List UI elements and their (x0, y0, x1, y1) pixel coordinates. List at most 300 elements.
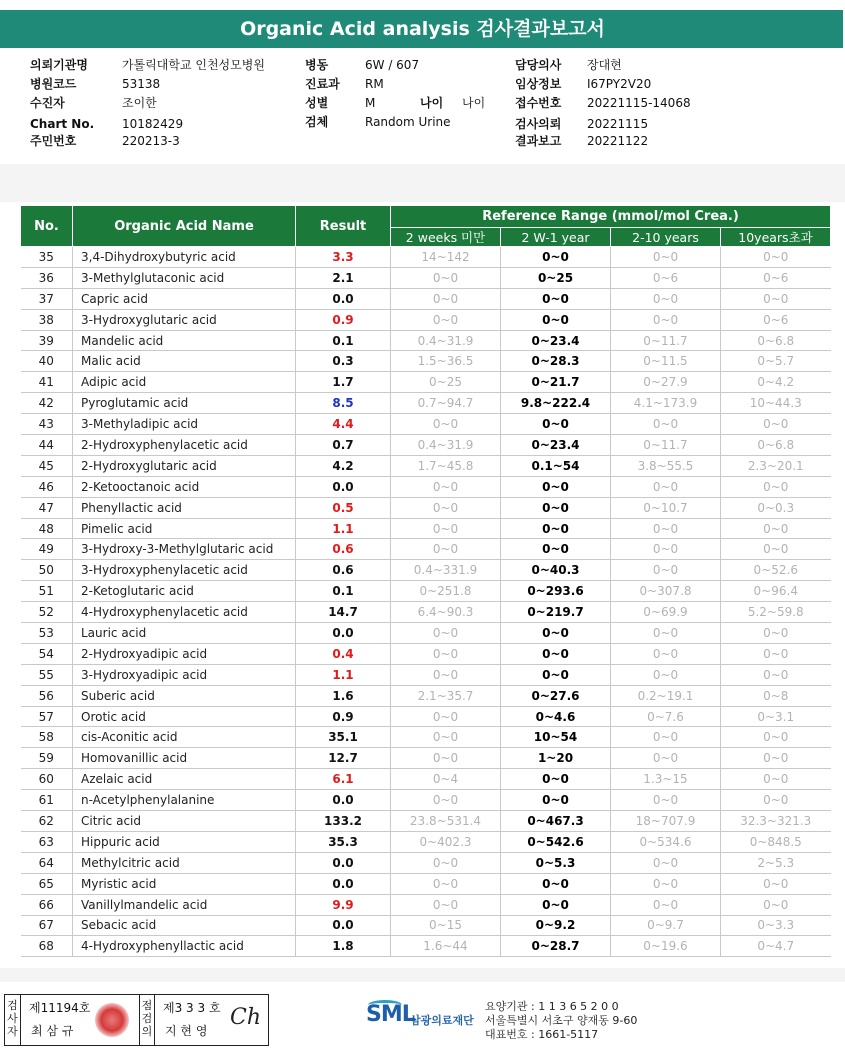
range-2w-1year: 0~27.6 (501, 685, 611, 706)
range-2weeks: 14~142 (391, 247, 501, 268)
table-row (21, 435, 831, 456)
acid-name: 2-Hydroxyglutaric acid (73, 455, 296, 476)
signature-box (4, 994, 269, 1046)
range-10years-plus: 0~0 (721, 748, 831, 769)
range-10years-plus: 0~0 (721, 288, 831, 309)
logo-mark: SML (366, 1002, 415, 1027)
row-number: 56 (21, 685, 73, 706)
report-footer (0, 990, 845, 1050)
range-10years-plus: 0~52.6 (721, 560, 831, 581)
result-value: 0.0 (296, 915, 391, 936)
table-row (21, 476, 831, 497)
result-value: 0.6 (296, 560, 391, 581)
result-value: 0.5 (296, 497, 391, 518)
range-10years-plus: 2~5.3 (721, 852, 831, 873)
range-2-10years: 0~0 (611, 727, 721, 748)
acid-name: Malic acid (73, 351, 296, 372)
info-value: 가톨릭대학교 인천성모병원 (122, 58, 265, 72)
table-row (21, 769, 831, 790)
header-result: Result (296, 206, 391, 247)
range-2weeks: 0~402.3 (391, 831, 501, 852)
result-value: 0.0 (296, 623, 391, 644)
result-value: 2.1 (296, 267, 391, 288)
info-value: 10182429 (122, 117, 184, 131)
table-row (21, 581, 831, 602)
table-row (21, 414, 831, 435)
row-number: 41 (21, 372, 73, 393)
range-2weeks: 0~0 (391, 894, 501, 915)
range-2w-1year: 0~0 (501, 518, 611, 539)
range-2weeks: 0.7~94.7 (391, 393, 501, 414)
range-2w-1year: 0~293.6 (501, 581, 611, 602)
table-row (21, 790, 831, 811)
range-2-10years: 0~10.7 (611, 497, 721, 518)
range-2-10years: 18~707.9 (611, 811, 721, 832)
info-value: 53138 (122, 77, 161, 91)
section-divider (0, 164, 845, 202)
table-row (21, 330, 831, 351)
info-label: 검체 (305, 115, 329, 129)
range-2weeks: 0.4~31.9 (391, 435, 501, 456)
result-value: 14.7 (296, 602, 391, 623)
sml-logo (366, 1000, 486, 1040)
acid-name: Capric acid (73, 288, 296, 309)
row-number: 50 (21, 560, 73, 581)
info-value: 6W / 607 (365, 58, 420, 72)
range-2-10years: 1.3~15 (611, 769, 721, 790)
info-value: Random Urine (365, 115, 451, 129)
range-2weeks: 0.4~331.9 (391, 560, 501, 581)
info-value: 20221115-14068 (587, 96, 691, 110)
range-2weeks: 0~0 (391, 748, 501, 769)
range-2w-1year: 0~0 (501, 247, 611, 268)
checker-label: 점검의 (139, 995, 155, 1045)
range-2weeks: 6.4~90.3 (391, 602, 501, 623)
table-row (21, 727, 831, 748)
row-number: 51 (21, 581, 73, 602)
header-range-1: 2 weeks 미만 (391, 228, 501, 247)
results-table (20, 205, 831, 957)
header-no: No. (21, 206, 73, 247)
info-label: 임상정보 (515, 77, 562, 91)
range-2-10years: 0~7.6 (611, 706, 721, 727)
range-2-10years: 0~27.9 (611, 372, 721, 393)
acid-name: Suberic acid (73, 685, 296, 706)
range-2-10years: 0~0 (611, 623, 721, 644)
range-10years-plus: 0~3.1 (721, 706, 831, 727)
row-number: 46 (21, 476, 73, 497)
row-number: 39 (21, 330, 73, 351)
table-row (21, 518, 831, 539)
info-value: 20221115 (587, 117, 649, 131)
seal-stamp-icon (95, 1003, 129, 1037)
range-2-10years: 0~0 (611, 748, 721, 769)
result-value: 0.9 (296, 309, 391, 330)
acid-name: cis-Aconitic acid (73, 727, 296, 748)
patient-info (30, 56, 830, 152)
phone: 대표번호 : 1661-5117 (485, 1028, 599, 1041)
row-number: 53 (21, 623, 73, 644)
info-label: 수진자 (30, 96, 65, 110)
result-value: 0.0 (296, 873, 391, 894)
row-number: 44 (21, 435, 73, 456)
range-2w-1year: 0~40.3 (501, 560, 611, 581)
range-2weeks: 0~0 (391, 497, 501, 518)
table-row (21, 831, 831, 852)
info-label: 접수번호 (515, 96, 562, 110)
range-2w-1year: 0~0 (501, 288, 611, 309)
range-2-10years: 0~0 (611, 894, 721, 915)
acid-name: n-Acetylphenylalanine (73, 790, 296, 811)
row-number: 48 (21, 518, 73, 539)
row-number: 45 (21, 455, 73, 476)
contact-info (485, 1000, 637, 1042)
tester-number: 제11194호 (29, 1001, 91, 1015)
tester-name: 최 삼 규 (31, 1024, 74, 1038)
result-value: 35.3 (296, 831, 391, 852)
acid-name: 3-Hydroxy-3-Methylglutaric acid (73, 539, 296, 560)
range-2-10years: 4.1~173.9 (611, 393, 721, 414)
row-number: 57 (21, 706, 73, 727)
acid-name: 3-Hydroxyadipic acid (73, 664, 296, 685)
range-10years-plus: 0~6 (721, 267, 831, 288)
info-label: Chart No. (30, 117, 95, 131)
range-2-10years: 3.8~55.5 (611, 455, 721, 476)
row-number: 36 (21, 267, 73, 288)
acid-name: Azelaic acid (73, 769, 296, 790)
range-2w-1year: 0~467.3 (501, 811, 611, 832)
row-number: 43 (21, 414, 73, 435)
header-reference: Reference Range (mmol/mol Crea.) (391, 206, 831, 228)
range-10years-plus: 0~0 (721, 643, 831, 664)
row-number: 63 (21, 831, 73, 852)
row-number: 67 (21, 915, 73, 936)
range-2weeks: 0~0 (391, 790, 501, 811)
range-2-10years: 0~534.6 (611, 831, 721, 852)
range-10years-plus: 0~0 (721, 873, 831, 894)
range-2-10years: 0~69.9 (611, 602, 721, 623)
org-name: 삼광의료재단 (410, 1014, 474, 1027)
result-value: 8.5 (296, 393, 391, 414)
table-row (21, 602, 831, 623)
row-number: 37 (21, 288, 73, 309)
range-2-10years: 0.2~19.1 (611, 685, 721, 706)
table-row (21, 936, 831, 957)
acid-name: 3-Methylglutaconic acid (73, 267, 296, 288)
result-value: 0.1 (296, 330, 391, 351)
range-2weeks: 0.4~31.9 (391, 330, 501, 351)
checker-number: 제3 3 3 호 (163, 1001, 221, 1015)
range-2w-1year: 0~4.6 (501, 706, 611, 727)
table-row (21, 539, 831, 560)
acid-name: Adipic acid (73, 372, 296, 393)
address: 서울특별시 서초구 양재동 9-60 (485, 1014, 638, 1027)
range-2w-1year: 10~54 (501, 727, 611, 748)
row-number: 38 (21, 309, 73, 330)
acid-name: Lauric acid (73, 623, 296, 644)
row-number: 54 (21, 643, 73, 664)
range-2weeks: 0~25 (391, 372, 501, 393)
range-10years-plus: 0~4.2 (721, 372, 831, 393)
table-row (21, 664, 831, 685)
result-value: 4.2 (296, 455, 391, 476)
range-10years-plus: 0~6.8 (721, 330, 831, 351)
range-10years-plus: 0~0 (721, 539, 831, 560)
result-value: 0.4 (296, 643, 391, 664)
acid-name: 4-Hydroxyphenyllactic acid (73, 936, 296, 957)
range-10years-plus: 0~6.8 (721, 435, 831, 456)
row-number: 59 (21, 748, 73, 769)
range-2w-1year: 0~28.7 (501, 936, 611, 957)
range-10years-plus: 0~0 (721, 894, 831, 915)
range-2weeks: 0~251.8 (391, 581, 501, 602)
result-value: 9.9 (296, 894, 391, 915)
table-row (21, 267, 831, 288)
range-2-10years: 0~0 (611, 414, 721, 435)
range-2w-1year: 0~0 (501, 790, 611, 811)
range-10years-plus: 0~0 (721, 769, 831, 790)
range-10years-plus: 0~0 (721, 518, 831, 539)
header-range-3: 2-10 years (611, 228, 721, 247)
range-2w-1year: 0~0 (501, 497, 611, 518)
range-2w-1year: 0~542.6 (501, 831, 611, 852)
range-10years-plus: 0~0 (721, 414, 831, 435)
result-value: 133.2 (296, 811, 391, 832)
range-2-10years: 0~307.8 (611, 581, 721, 602)
range-2w-1year: 0~25 (501, 267, 611, 288)
info-label: 검사의뢰 (515, 117, 562, 131)
result-value: 0.1 (296, 581, 391, 602)
range-2w-1year: 0~0 (501, 664, 611, 685)
table-row (21, 852, 831, 873)
result-value: 0.6 (296, 539, 391, 560)
info-value: M (365, 96, 376, 110)
info-value: 장대현 (587, 58, 622, 72)
range-2w-1year: 0~28.3 (501, 351, 611, 372)
info-label: 결과보고 (515, 134, 562, 148)
info-value: 20221122 (587, 134, 649, 148)
range-2weeks: 0~0 (391, 288, 501, 309)
info-value: RM (365, 77, 384, 91)
range-10years-plus: 32.3~321.3 (721, 811, 831, 832)
range-2w-1year: 0~23.4 (501, 435, 611, 456)
table-row (21, 873, 831, 894)
institution-code: 요양기관 : 1 1 3 6 5 2 0 0 (485, 1000, 619, 1013)
range-2weeks: 0~0 (391, 539, 501, 560)
range-10years-plus: 0~96.4 (721, 581, 831, 602)
range-2-10years: 0~11.5 (611, 351, 721, 372)
range-2-10years: 0~0 (611, 790, 721, 811)
row-number: 42 (21, 393, 73, 414)
range-2weeks: 0~0 (391, 852, 501, 873)
range-2-10years: 0~0 (611, 539, 721, 560)
acid-name: Myristic acid (73, 873, 296, 894)
row-number: 52 (21, 602, 73, 623)
report-title: Organic Acid analysis 검사결과보고서 (0, 10, 843, 48)
row-number: 66 (21, 894, 73, 915)
result-value: 1.1 (296, 664, 391, 685)
row-number: 47 (21, 497, 73, 518)
table-row (21, 915, 831, 936)
acid-name: Homovanillic acid (73, 748, 296, 769)
range-2-10years: 0~19.6 (611, 936, 721, 957)
result-value: 1.7 (296, 372, 391, 393)
range-2w-1year: 0~0 (501, 769, 611, 790)
table-row (21, 811, 831, 832)
range-2weeks: 1.5~36.5 (391, 351, 501, 372)
range-2weeks: 1.7~45.8 (391, 455, 501, 476)
range-2-10years: 0~0 (611, 560, 721, 581)
row-number: 40 (21, 351, 73, 372)
table-row (21, 372, 831, 393)
table-row (21, 894, 831, 915)
range-10years-plus: 0~0 (721, 790, 831, 811)
range-2weeks: 0~0 (391, 309, 501, 330)
acid-name: Orotic acid (73, 706, 296, 727)
range-2-10years: 0~0 (611, 309, 721, 330)
range-2w-1year: 0~0 (501, 894, 611, 915)
row-number: 65 (21, 873, 73, 894)
range-2-10years: 0~0 (611, 664, 721, 685)
range-2-10years: 0~0 (611, 852, 721, 873)
range-2weeks: 0~4 (391, 769, 501, 790)
row-number: 35 (21, 247, 73, 268)
range-2weeks: 0~0 (391, 643, 501, 664)
range-2w-1year: 0~0 (501, 539, 611, 560)
range-10years-plus: 2.3~20.1 (721, 455, 831, 476)
range-2-10years: 0~11.7 (611, 435, 721, 456)
row-number: 60 (21, 769, 73, 790)
info-label: 병원코드 (30, 77, 77, 91)
acid-name: 3-Hydroxyphenylacetic acid (73, 560, 296, 581)
row-number: 68 (21, 936, 73, 957)
info-label: 주민번호 (30, 134, 77, 148)
range-2w-1year: 1~20 (501, 748, 611, 769)
acid-name: 4-Hydroxyphenylacetic acid (73, 602, 296, 623)
header-range-4: 10years초과 (721, 228, 831, 247)
result-value: 0.9 (296, 706, 391, 727)
table-row (21, 748, 831, 769)
range-2w-1year: 0~9.2 (501, 915, 611, 936)
acid-name: Pyroglutamic acid (73, 393, 296, 414)
acid-name: Vanillylmandelic acid (73, 894, 296, 915)
info-value: 220213-3 (122, 134, 180, 148)
tester-label: 검사자 (5, 995, 21, 1045)
header-name: Organic Acid Name (73, 206, 296, 247)
row-number: 49 (21, 539, 73, 560)
acid-name: Phenyllactic acid (73, 497, 296, 518)
range-2weeks: 0~0 (391, 267, 501, 288)
range-10years-plus: 0~5.7 (721, 351, 831, 372)
range-2weeks: 0~0 (391, 706, 501, 727)
footer-divider (0, 968, 845, 982)
range-2w-1year: 0~219.7 (501, 602, 611, 623)
result-value: 1.1 (296, 518, 391, 539)
range-2-10years: 0~0 (611, 873, 721, 894)
result-value: 0.3 (296, 351, 391, 372)
range-2weeks: 0~0 (391, 414, 501, 435)
acid-name: 3-Methyladipic acid (73, 414, 296, 435)
range-2weeks: 23.8~531.4 (391, 811, 501, 832)
range-2w-1year: 0~23.4 (501, 330, 611, 351)
range-10years-plus: 10~44.3 (721, 393, 831, 414)
result-value: 0.0 (296, 288, 391, 309)
acid-name: 2-Hydroxyadipic acid (73, 643, 296, 664)
row-number: 64 (21, 852, 73, 873)
range-2weeks: 0~0 (391, 664, 501, 685)
range-10years-plus: 0~0 (721, 664, 831, 685)
result-value: 1.6 (296, 685, 391, 706)
result-value: 12.7 (296, 748, 391, 769)
range-2-10years: 0~0 (611, 247, 721, 268)
acid-name: Sebacic acid (73, 915, 296, 936)
range-2w-1year: 0~0 (501, 623, 611, 644)
result-value: 4.4 (296, 414, 391, 435)
info-label: 담당의사 (515, 58, 562, 72)
result-value: 35.1 (296, 727, 391, 748)
range-10years-plus: 0~0 (721, 247, 831, 268)
range-10years-plus: 5.2~59.8 (721, 602, 831, 623)
table-row (21, 309, 831, 330)
acid-name: 3-Hydroxyglutaric acid (73, 309, 296, 330)
range-2w-1year: 0~0 (501, 414, 611, 435)
acid-name: Pimelic acid (73, 518, 296, 539)
table-row (21, 623, 831, 644)
range-2-10years: 0~0 (611, 288, 721, 309)
info-label: 의뢰기관명 (30, 58, 88, 72)
result-value: 6.1 (296, 769, 391, 790)
info-label: 병동 (305, 58, 329, 72)
acid-name: 2-Ketooctanoic acid (73, 476, 296, 497)
range-10years-plus: 0~0 (721, 476, 831, 497)
table-row (21, 247, 831, 268)
acid-name: Citric acid (73, 811, 296, 832)
acid-name: 2-Ketoglutaric acid (73, 581, 296, 602)
range-2weeks: 0~15 (391, 915, 501, 936)
info-value: 조이한 (122, 96, 157, 110)
table-row (21, 706, 831, 727)
range-2w-1year: 0~0 (501, 873, 611, 894)
range-2weeks: 0~0 (391, 873, 501, 894)
range-10years-plus: 0~8 (721, 685, 831, 706)
range-2-10years: 0~9.7 (611, 915, 721, 936)
range-2-10years: 0~6 (611, 267, 721, 288)
range-2w-1year: 0~0 (501, 643, 611, 664)
table-row (21, 685, 831, 706)
age-value: 나이 (462, 96, 486, 110)
result-value: 0.0 (296, 476, 391, 497)
header-range-2: 2 W-1 year (501, 228, 611, 247)
result-value: 0.7 (296, 435, 391, 456)
acid-name: 3,4-Dihydroxybutyric acid (73, 247, 296, 268)
result-value: 3.3 (296, 247, 391, 268)
table-row (21, 393, 831, 414)
result-value: 0.0 (296, 790, 391, 811)
table-row (21, 351, 831, 372)
table-row (21, 455, 831, 476)
range-2-10years: 0~0 (611, 518, 721, 539)
range-10years-plus: 0~848.5 (721, 831, 831, 852)
row-number: 55 (21, 664, 73, 685)
acid-name: Mandelic acid (73, 330, 296, 351)
range-2weeks: 0~0 (391, 518, 501, 539)
checker-name: 지 현 영 (165, 1024, 208, 1038)
range-2w-1year: 0~0 (501, 476, 611, 497)
range-10years-plus: 0~4.7 (721, 936, 831, 957)
result-value: 0.0 (296, 852, 391, 873)
range-2-10years: 0~0 (611, 476, 721, 497)
row-number: 58 (21, 727, 73, 748)
